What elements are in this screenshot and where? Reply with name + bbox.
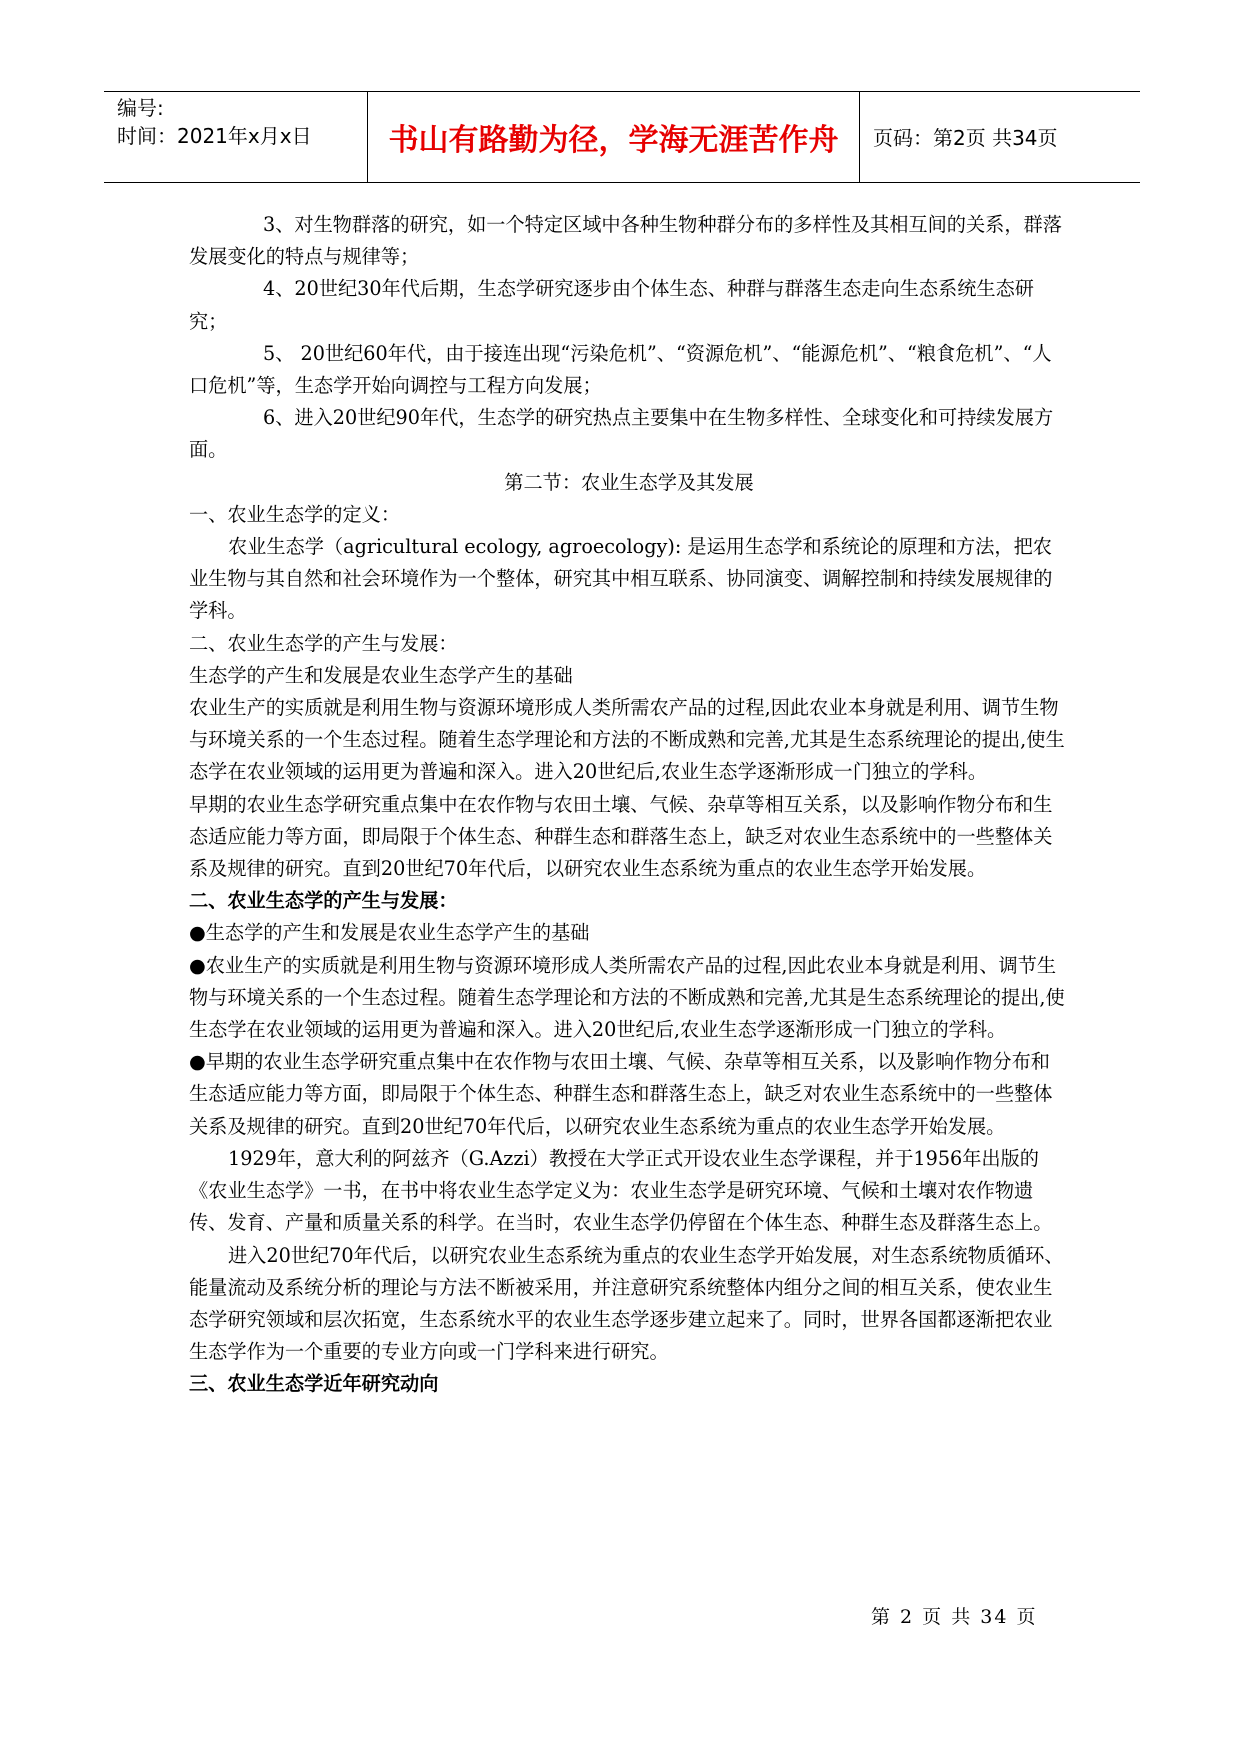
header-page-info: 页码：第2页 共34页 xyxy=(873,126,1058,150)
header-bottom-rule xyxy=(104,182,1140,183)
serial-number-label: 编号: xyxy=(117,96,164,120)
paragraph: 进入20世纪70年代后，以研究农业生态系统为重点的农业生态学开始发展，对生态系统物质循环、能量流动及系统分析的理论与方法不断被采用，并注意研究系统整体内组分之间的相互关系，使农业生态学研究领域和层次拓宽，生态系统水平的农业生态学逐步建立起来了。同时，世界各国都逐渐把农业生态学作为一个重要的专业方向或一门学科来进行研究。 xyxy=(189,1243,1064,1364)
bullet-item: ●早期的农业生态学研究重点集中在农作物与农田土壤、气候、杂草等相互关系，以及影响作物分布和生态适应能力等方面，即局限于个体生态、种群生态和群落生态上，缺乏对农业生态系统中的一些整体关系及规律的研究。直到20世纪70年代后，以研究农业生态系统为重点的农业生态学开始发展。 xyxy=(189,1050,1053,1138)
bold-heading: 三、农业生态学近年研究动向 xyxy=(189,1372,439,1396)
paragraph: 1929年，意大利的阿兹齐（G.Azzi）教授在大学正式开设农业生态学课程，并于1956年出版的《农业生态学》一书，在书中将农业生态学定义为：农业生态学是研究环境、气候和土壤对农作物遗传、发育、产量和质量关系的科学。在当时，农业生态学仍停留在个体生态、种群生态及群落生态上。 xyxy=(189,1146,1053,1235)
header-divider-right xyxy=(859,91,860,182)
paragraph: 早期的农业生态学研究重点集中在农作物与农田土壤、气候、杂草等相互关系，以及影响作物分布和生态适应能力等方面，即局限于个体生态、种群生态和群落生态上，缺乏对农业生态系统中的一些整体关系及规律的研究。直到20世纪70年代后，以研究农业生态系统为重点的农业生态学开始发展。 xyxy=(189,792,1053,881)
heading: 一、农业生态学的定义： xyxy=(189,502,401,526)
time-label: 时间：2021年x月x日 xyxy=(117,124,312,148)
page-footer: 第 2 页 共 34 页 xyxy=(871,1606,1038,1628)
paragraph: 生态学的产生和发展是农业生态学产生的基础 xyxy=(189,663,573,687)
header-meta xyxy=(117,94,312,150)
paragraph: 农业生产的实质就是利用生物与资源环境形成人类所需农产品的过程,因此农业本身就是利用、调节生物与环境关系的一个生态过程。随着生态学理论和方法的不断成熟和完善,尤其是生态系统理论的提出,使生态学在农业领域的运用更为普遍和深入。进入20世纪后,农业生态学逐渐形成一门独立的学科。 xyxy=(189,696,1065,784)
bullet-item: ●农业生产的实质就是利用生物与资源环境形成人类所需农产品的过程,因此农业本身就是利用、调节生物与环境关系的一个生态过程。随着生态学理论和方法的不断成熟和完善,尤其是生态系统理论的提出,使生态学在农业领域的运用更为普遍和深入。进入20世纪后,农业生态学逐渐形成一门独立的学科。 xyxy=(189,953,1065,1042)
paragraph: 6、进入20世纪90年代，生态学的研究热点主要集中在生物多样性、全球变化和可持续发展方面。 xyxy=(189,406,1054,462)
document-body xyxy=(189,209,1069,1401)
heading: 二、农业生态学的产生与发展： xyxy=(189,631,458,655)
paragraph: 农业生态学（agricultural ecology, agroecology): 是运用生态学和系统论的原理和方法，把农业生物与其自然和社会环境作为一个整体，研究其中相互联系、协同演变、调解控制和持续发展规律的学科。 xyxy=(189,535,1053,623)
paragraph: 5、 20世纪60年代，由于接连出现“污染危机”、“资源危机”、“能源危机”、“粮食危机”、“人口危机”等，生态学开始向调控与工程方向发展； xyxy=(189,341,1052,398)
header-motto: 书山有路勤为径，学海无涯苦作舟 xyxy=(388,122,839,158)
bullet-item: ●生态学的产生和发展是农业生态学产生的基础 xyxy=(189,921,590,945)
section-title: 第二节：农业生态学及其发展 xyxy=(504,470,754,494)
paragraph: 4、20世纪30年代后期，生态学研究逐步由个体生态、种群与群落生态走向生态系统生态研究； xyxy=(189,277,1034,333)
bold-heading: 二、农业生态学的产生与发展： xyxy=(189,889,458,913)
paragraph: 3、对生物群落的研究，如一个特定区域中各种生物种群分布的多样性及其相互间的关系，群落发展变化的特点与规律等； xyxy=(189,213,1062,269)
